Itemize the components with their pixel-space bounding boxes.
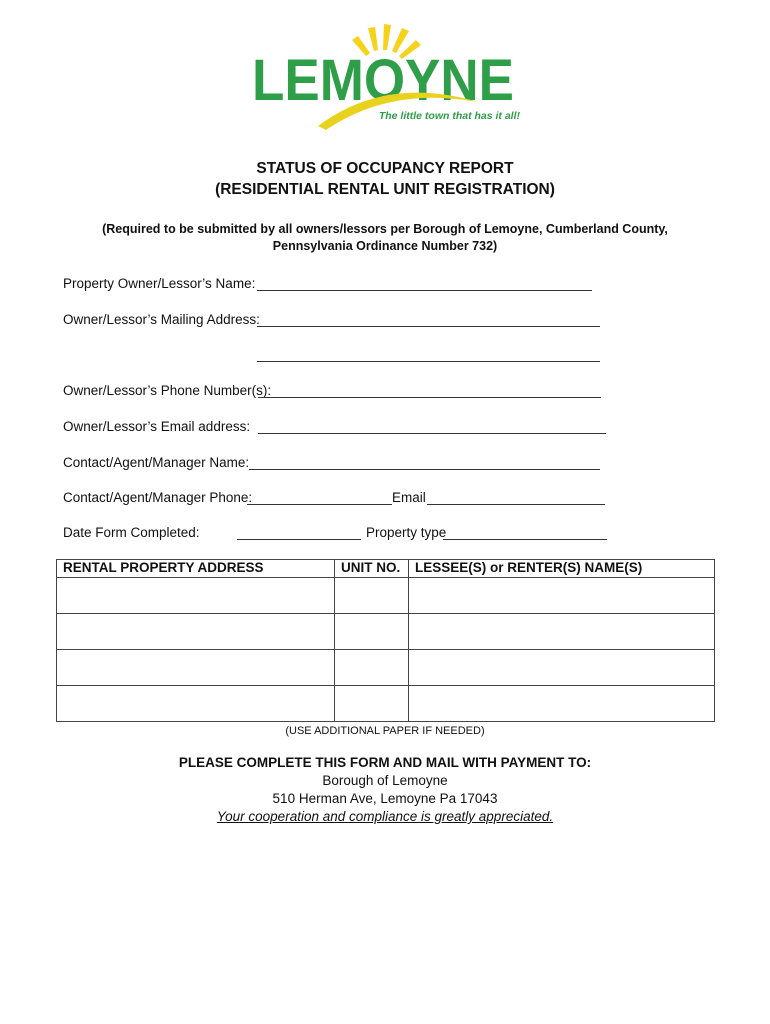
date-field[interactable] (237, 539, 361, 540)
requirement-note-line1: (Required to be submitted by all owners/lessors per Borough of Lemoyne, Cumberland County, (102, 222, 668, 236)
logo-wordmark: LEMOYNE (252, 48, 514, 113)
address-cell[interactable] (57, 578, 335, 614)
table-row (57, 578, 715, 614)
lessee-cell[interactable] (409, 578, 715, 614)
owner-name-field[interactable] (257, 290, 592, 291)
phone-field[interactable] (258, 397, 601, 398)
table-header-row (57, 560, 715, 578)
owner-name-label: Property Owner/Lessor’s Name: (63, 276, 256, 291)
property-type-label: Property type (366, 525, 447, 540)
date-label: Date Form Completed: (63, 525, 200, 540)
mailing-address-label: Owner/Lessor’s Mailing Address: (63, 312, 260, 327)
contact-email-label: Email (392, 490, 426, 505)
contact-name-label: Contact/Agent/Manager Name: (63, 455, 250, 470)
address-cell[interactable] (57, 614, 335, 650)
table-row (57, 650, 715, 686)
recipient-address: 510 Herman Ave, Lemoyne Pa 17043 (272, 791, 498, 806)
table-row (57, 614, 715, 650)
email-field[interactable] (258, 433, 606, 434)
phone-label: Owner/Lessor’s Phone Number(s): (63, 383, 272, 398)
logo-tagline: The little town that has it all! (378, 110, 520, 122)
contact-email-field[interactable] (427, 504, 605, 505)
table-row (57, 686, 715, 722)
closing-note: Your cooperation and compliance is greatly appreciated. (216, 809, 554, 824)
unit-cell[interactable] (335, 614, 409, 650)
lessee-cell[interactable] (409, 650, 715, 686)
contact-phone-label: Contact/Agent/Manager Phone: (63, 490, 253, 505)
lessee-cell[interactable] (409, 686, 715, 722)
rental-units-table (56, 559, 715, 722)
unit-cell[interactable] (335, 686, 409, 722)
mailing-address-field[interactable] (257, 326, 600, 327)
address-cell[interactable] (57, 686, 335, 722)
requirement-note-line2: Pennsylvania Ordinance Number 732) (272, 239, 498, 253)
contact-name-field[interactable] (249, 469, 600, 470)
recipient-name: Borough of Lemoyne (322, 773, 448, 788)
column-header-unit: UNIT NO. (335, 560, 409, 578)
property-type-field[interactable] (443, 539, 607, 540)
contact-phone-field[interactable] (247, 504, 392, 505)
email-label: Owner/Lessor’s Email address: (63, 419, 251, 434)
additional-paper-note: (USE ADDITIONAL PAPER IF NEEDED) (285, 725, 485, 737)
unit-cell[interactable] (335, 650, 409, 686)
address-cell[interactable] (57, 650, 335, 686)
mail-instruction: PLEASE COMPLETE THIS FORM AND MAIL WITH PAYMENT TO: (178, 755, 592, 770)
lessee-cell[interactable] (409, 614, 715, 650)
column-header-lessee: LESSEE(S) or RENTER(S) NAME(S) (409, 560, 715, 578)
form-subtitle: (RESIDENTIAL RENTAL UNIT REGISTRATION) (215, 181, 555, 198)
form-title: STATUS OF OCCUPANCY REPORT (256, 160, 514, 177)
mailing-address-field-line2[interactable] (257, 361, 600, 362)
column-header-address: RENTAL PROPERTY ADDRESS (57, 560, 335, 578)
unit-cell[interactable] (335, 578, 409, 614)
lemoyne-logo (246, 20, 521, 135)
